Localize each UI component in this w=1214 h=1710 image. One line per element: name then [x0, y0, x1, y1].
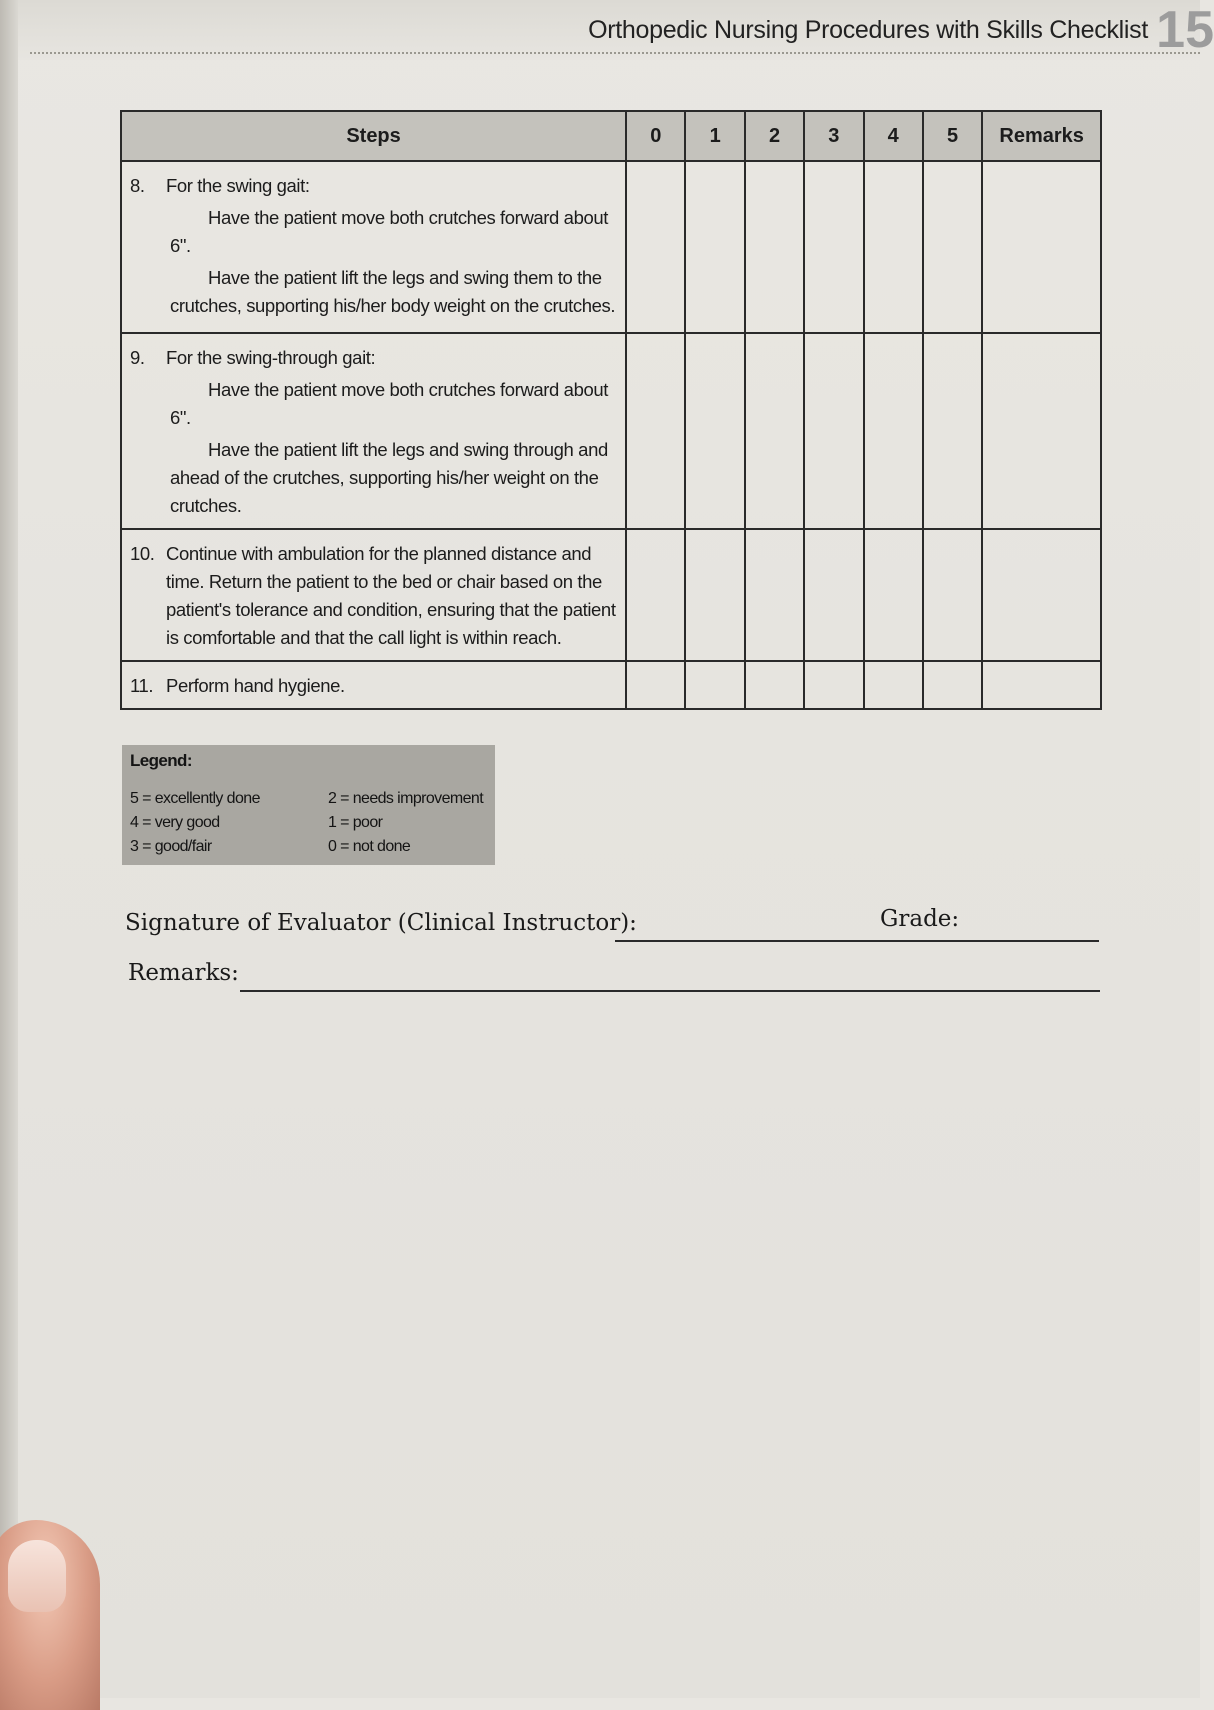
skills-checklist-table	[120, 110, 1102, 710]
page-number: 15	[1156, 1, 1214, 59]
score-cell-2[interactable]	[745, 161, 804, 333]
substep-text-cont: crutches, supporting his/her body weight on the crutches.	[170, 295, 616, 316]
legend-item: 3 = good/fair	[130, 838, 212, 855]
legend-box	[122, 745, 495, 865]
score-cell-4[interactable]	[864, 333, 923, 529]
score-cell-0[interactable]	[626, 333, 685, 529]
header-steps: Steps	[121, 111, 626, 161]
score-cell-0[interactable]	[626, 161, 685, 333]
substep-text: Have the patient move both crutches forward about	[208, 207, 608, 228]
remarks-cell[interactable]	[982, 529, 1101, 661]
score-cell-1[interactable]	[685, 529, 744, 661]
header-score-0: 0	[626, 111, 685, 161]
remarks-label: Remarks:	[128, 960, 239, 986]
header-score-5: 5	[923, 111, 982, 161]
score-cell-0[interactable]	[626, 661, 685, 709]
score-cell-5[interactable]	[923, 529, 982, 661]
thumbnail-nail	[8, 1540, 66, 1612]
score-cell-1[interactable]	[685, 661, 744, 709]
table-row	[121, 161, 1101, 333]
legend-column-right	[328, 787, 483, 859]
score-cell-4[interactable]	[864, 661, 923, 709]
table-row	[121, 333, 1101, 529]
legend-item: 5 = excellently done	[130, 790, 260, 807]
legend-item: 1 = poor	[328, 814, 383, 831]
table-row	[121, 661, 1101, 709]
step-title: Perform hand hygiene.	[166, 675, 345, 696]
step-title: For the swing-through gait:	[166, 347, 376, 368]
score-cell-4[interactable]	[864, 161, 923, 333]
score-cell-3[interactable]	[804, 661, 863, 709]
substep-text: Have the patient lift the legs and swing them to the	[208, 267, 602, 288]
legend-item: 2 = needs improvement	[328, 790, 484, 807]
remarks-field[interactable]	[240, 990, 1100, 992]
remarks-cell[interactable]	[982, 161, 1101, 333]
signature-label: Signature of Evaluator (Clinical Instructor):	[125, 910, 637, 936]
score-cell-3[interactable]	[804, 333, 863, 529]
score-cell-3[interactable]	[804, 529, 863, 661]
score-cell-5[interactable]	[923, 161, 982, 333]
header-score-1: 1	[685, 111, 744, 161]
step-number: 11.	[130, 675, 154, 696]
header-score-4: 4	[864, 111, 923, 161]
score-cell-5[interactable]	[923, 661, 982, 709]
score-cell-3[interactable]	[804, 161, 863, 333]
binding-edge	[0, 0, 18, 1698]
running-head: Orthopedic Nursing Procedures with Skills Checklist	[588, 16, 1148, 44]
step-number: 10.	[130, 543, 155, 564]
score-cell-2[interactable]	[745, 333, 804, 529]
score-cell-0[interactable]	[626, 529, 685, 661]
remarks-cell[interactable]	[982, 661, 1101, 709]
remarks-cell[interactable]	[982, 333, 1101, 529]
legend-item: 4 = very good	[130, 814, 220, 831]
score-cell-1[interactable]	[685, 333, 744, 529]
legend-column-left	[130, 787, 260, 859]
score-cell-2[interactable]	[745, 529, 804, 661]
table-row	[121, 529, 1101, 661]
substep-text-cont: 6".	[170, 235, 191, 256]
step-cell-10	[121, 529, 626, 661]
step-title: For the swing gait:	[166, 175, 310, 196]
step-number: 9.	[130, 347, 145, 368]
score-cell-1[interactable]	[685, 161, 744, 333]
header-rule	[30, 52, 1200, 54]
header-remarks: Remarks	[982, 111, 1101, 161]
substep-text-cont: 6".	[170, 407, 191, 428]
legend-title: Legend:	[130, 751, 192, 770]
substep-text-cont: ahead of the crutches, supporting his/her weight on the crutches.	[170, 467, 599, 516]
table-header-row	[121, 111, 1101, 161]
step-title: Continue with ambulation for the planned distance and time. Return the patient to the bed or chair based on the patient's tolerance and condition, ensuring that the patient is comfortable and that the call light is within reach.	[166, 543, 616, 648]
header-score-3: 3	[804, 111, 863, 161]
legend-item: 0 = not done	[328, 838, 411, 855]
header-score-2: 2	[745, 111, 804, 161]
score-cell-4[interactable]	[864, 529, 923, 661]
step-cell-11	[121, 661, 626, 709]
step-number: 8.	[130, 175, 145, 196]
substep-text: Have the patient move both crutches forward about	[208, 379, 608, 400]
grade-label: Grade:	[880, 906, 960, 932]
score-cell-5[interactable]	[923, 333, 982, 529]
score-cell-2[interactable]	[745, 661, 804, 709]
step-cell-9	[121, 333, 626, 529]
grade-field[interactable]	[963, 940, 1099, 942]
step-cell-8	[121, 161, 626, 333]
substep-text: Have the patient lift the legs and swing through and	[208, 439, 608, 460]
signature-field[interactable]	[615, 940, 975, 942]
thumb-photo	[0, 1520, 100, 1710]
